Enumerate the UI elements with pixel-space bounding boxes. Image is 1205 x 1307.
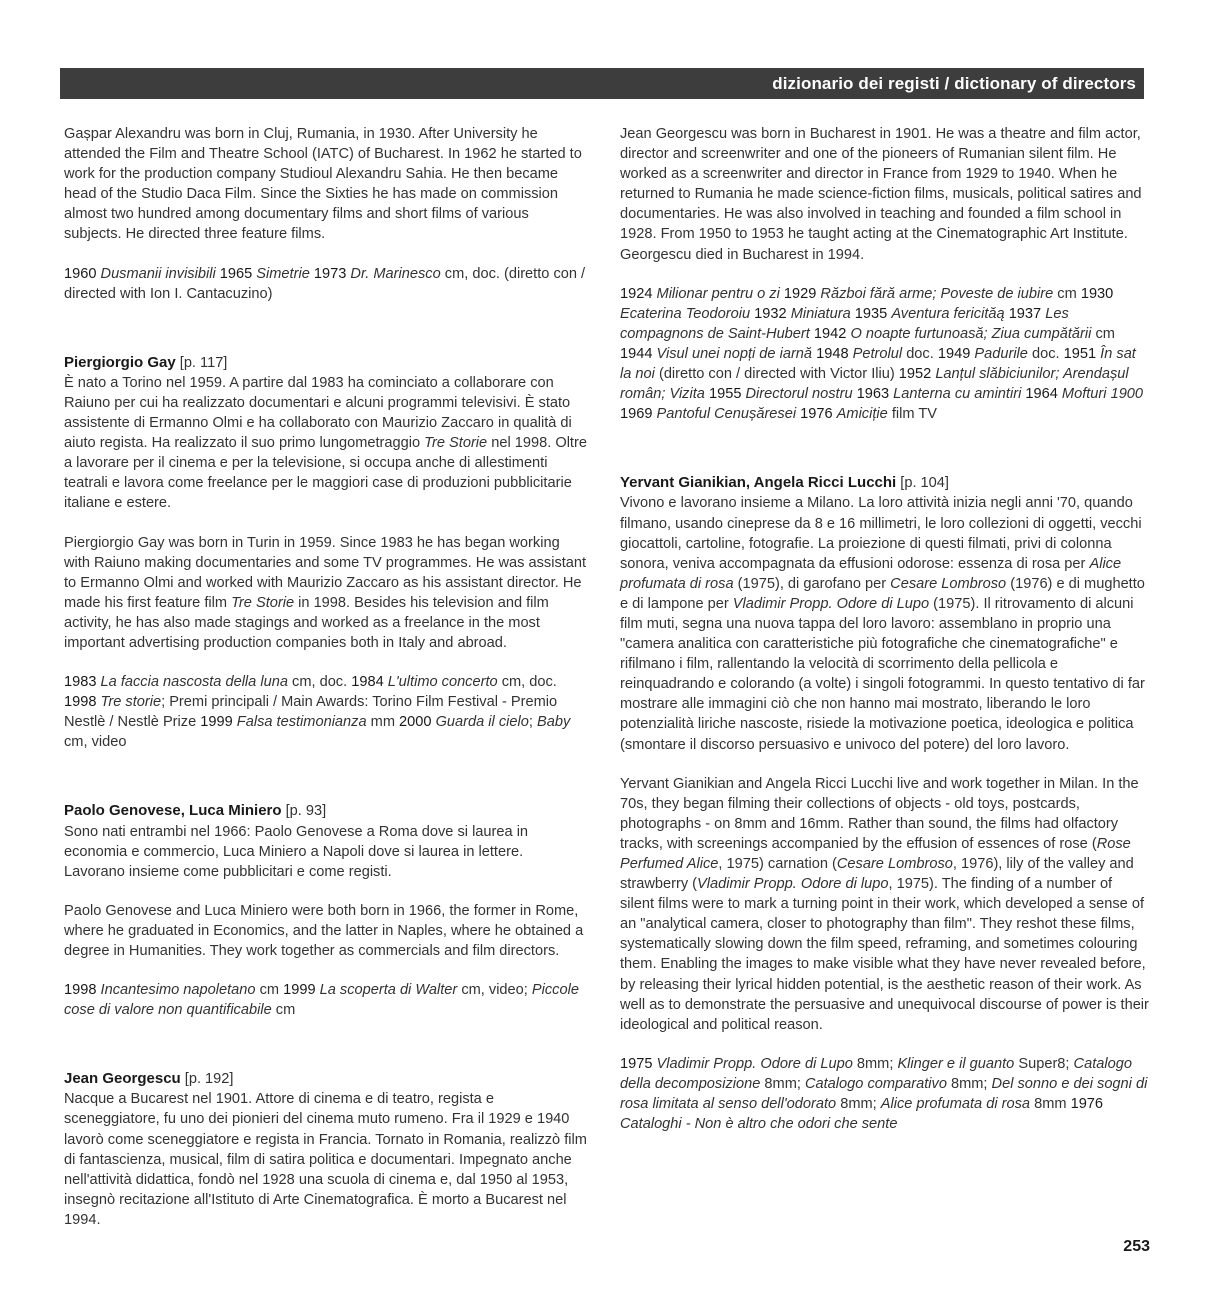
director-name: Jean Georgescu (64, 1070, 181, 1088)
entry-jean-georgescu (64, 1069, 588, 1230)
entry-genovese-miniero (64, 801, 588, 1020)
bio-en: Piergiorgio Gay was born in Turin in 1959. Since 1983 he has began working with Raiuno making documentaries and some TV programmes. He was assistant to Ermanno Olmi and worked with Maurizio Zaccaro as his assistant director. He made his first feature film Tre Storie in 1998. Besides his television and film activity, he has also made stagings and worked as a freelance in the most important advertising production companies both in Italy and abroad. (64, 534, 587, 651)
bio-en: Yervant Gianikian and Angela Ricci Lucchi live and work together in Milan. In the 70s, they began filming their collections of objects - old toys, postcards, photographs - on 8mm and 16mm. Rather than sound, the films had olfactory tracks, with screenings accompanied by the effusion of essences of rose (Rose Perfumed Alice, 1975) carnation (Cesare Lombroso, 1976), lily of the valley and strawberry (Vladimir Propp. Odore di lupo, 1975). The finding of a number of silent films were to mark a turning point in their work, which developed a sense of an "analytical camera, closer to photography than film". They reshot these films, systematically slowing down the film speed, reframing, and sometimes colouring them. Enabling the images to make visible what they have never revealed before, by releasing their lyrical hidden potential, is the aesthetic reason of their work. As well as to demonstrate the persuasive and unequivocal discourse of power is their ideological and political reason. (620, 775, 1149, 1033)
filmography: 1960 Dusmanii invisibili 1965 Simetrie 1973 Dr. Marinesco cm, doc. (diretto con / directed with Ion I. Cantacuzino) (64, 265, 586, 302)
director-name: Piergiorgio Gay (64, 353, 176, 371)
page-reference: [p. 192] (184, 1071, 234, 1088)
filmography: 1983 La faccia nascosta della luna cm, doc. 1984 L'ultimo concerto cm, doc. 1998 Tre storie; Premi principali / Main Awards: Torino Film Festival - Premio Nestlè / Nestlè Prize 1999 Falsa testimonianza mm 2000 Guarda il cielo; Baby cm, video (64, 674, 571, 751)
bio-it: È nato a Torino nel 1959. A partire dal 1983 ha cominciato a collaborare con Raiuno per cui ha realizzato documentari e alcuni programmi televisivi. È stato assistente di Ermanno Olmi e ha collaborato con Maurizio Zaccaro in qualità di aiuto regista. Ha realizzato il suo primo lungometraggio Tre Storie nel 1998. Oltre a lavorare per il cinema e per la televisione, si occupa anche di allestimenti teatrali e lavora come freelance per le maggiori case di produzioni pubblicitarie italiane e estere. (64, 374, 587, 512)
entry-alexandru (64, 124, 588, 304)
entry-heading (620, 473, 1150, 493)
entry-heading (64, 801, 588, 821)
page-reference: [p. 104] (900, 475, 949, 492)
left-column (64, 124, 588, 1230)
page-number: 253 (1123, 1238, 1150, 1255)
bio-it: Vivono e lavorano insieme a Milano. La loro attività inizia negli anni '70, quando filmano, usando cineprese da 8 e 16 millimetri, le loro collezioni di oggetti, vecchi giocattoli, cartoline, fotografie. La proiezione di questi filmati, privi di colonna sonora, veniva accompagnata da effusioni odorose: essenza di rosa per Alice profumata di rosa (1975), di garofano per Cesare Lombroso (1976) e di mughetto e di lampone per Vladimir Propp. Odore di Lupo (1975). Il ritrovamento di alcuni film muti, segna una nuova tappa del loro lavoro: assemblano in proprio una "camera analitica con caratteristiche più fotografiche che cinematografiche" e rifilmano i film, rallentando la velocità di scorrimento della pellicola e reinquadrando e colorando (a volte) i singoli fotogrammi. In questo tentativo di far mostrare alle immagini ciò che non hanno mai mostrato, liberando le loro potenzialità liriche nascoste, risiede la motivazione poetica, ideologica e politica (smontare il discorso persuasivo e univoco del potere) del loro lavoro. (620, 495, 1145, 753)
entry-heading (64, 353, 588, 373)
right-column (620, 124, 1150, 1134)
bio-it: Sono nati entrambi nel 1966: Paolo Genovese a Roma dove si laurea in economia e commercio, Luca Miniero a Napoli dove si laurea in lettere. Lavorano insieme come pubblicitari e come registi. (64, 823, 529, 880)
entry-gianikian-ricci-lucchi (620, 473, 1150, 1134)
entry-heading (64, 1069, 588, 1089)
bio-en: Jean Georgescu was born in Bucharest in 1901. He was a theatre and film actor, director and screenwriter and one of the pioneers of Rumanian silent film. He worked as a screenwriter and director in France from 1929 to 1940. When he returned to Rumania he made science-fiction films, musicals, political satires and documentaries. He was also involved in teaching and founded a film school in 1928. From 1950 to 1953 he taught acting at the Cinematographic Art Institute. Georgescu died in Bucharest in 1994. (620, 126, 1142, 263)
page-reference: [p. 117] (179, 354, 228, 371)
bio-en: Gașpar Alexandru was born in Cluj, Rumania, in 1930. After University he attended the Film and Theatre School (IATC) of Bucharest. In 1962 he started to work for the production company Studioul Alexandru Sahia. He then became head of the Studio Daca Film. Since the Sixties he has made on commission almost two hundred among documentary films and short films of various subjects. He directed three feature films. (64, 126, 582, 243)
filmography: 1924 Milionar pentru o zi 1929 Război fără arme; Poveste de iubire cm 1930 Ecaterina Teodoroiu 1932 Miniatura 1935 Aventura fericităą 1937 Les compagnons de Saint-Hubert 1942 O noapte furtunoasă; Ziua cumpătării cm 1944 Visul unei nopți de iarnă 1948 Petrolul doc. 1949 Padurile doc. 1951 În sat la noi (diretto con / directed with Victor Iliu) 1952 Lanțul slăbiciunilor; Arendașul român; Vizita 1955 Directorul nostru 1963 Lanterna cu amintiri 1964 Mofturi 1900 1969 Pantoful Cenușăresei 1976 Amiciție film TV (620, 285, 1144, 423)
bio-en: Paolo Genovese and Luca Miniero were both born in 1966, the former in Rome, where he graduated in Economics, and the latter in Naples, where he obtained a degree in Humanities. They work together as commercials and film directors. (64, 902, 584, 959)
director-name: Yervant Gianikian, Angela Ricci Lucchi (620, 474, 897, 492)
section-header-title: dizionario dei registi / dictionary of directors (772, 73, 1136, 93)
entry-piergiorgio-gay (64, 353, 588, 753)
filmography: 1975 Vladimir Propp. Odore di Lupo 8mm; Klinger e il guanto Super8; Catalogo della decomposizione 8mm; Catalogo comparativo 8mm; Del sonno e dei sogni di rosa limitata al senso dell'odorato 8mm; Alice profumata di rosa 8mm 1976 Cataloghi - Non è altro che odori che sente (620, 1055, 1148, 1133)
director-name: Paolo Genovese, Luca Miniero (64, 802, 282, 820)
section-header-bar (60, 68, 1144, 99)
page-reference: [p. 93] (285, 803, 327, 820)
entry-jean-georgescu-continued (620, 124, 1150, 424)
filmography: 1998 Incantesimo napoletano cm 1999 La scoperta di Walter cm, video; Piccole cose di valore non quantificabile cm (64, 982, 579, 1019)
bio-it: Nacque a Bucarest nel 1901. Attore di cinema e di teatro, regista e sceneggiatore, fu uno dei pionieri del cinema muto rumeno. Fra il 1929 e 1940 lavorò come sceneggiatore e regista in Francia. Tornato in Romania, realizzò film di fantascienza, musical, film di satira politica e documentari. Impegnato anche nell'attività didattica, fondò nel 1928 una scuola di cinema e, dal 1950 al 1953, insegnò recitazione all'Istituto di Arte Cinematografica. È morto a Bucarest nel 1994. (64, 1091, 587, 1228)
